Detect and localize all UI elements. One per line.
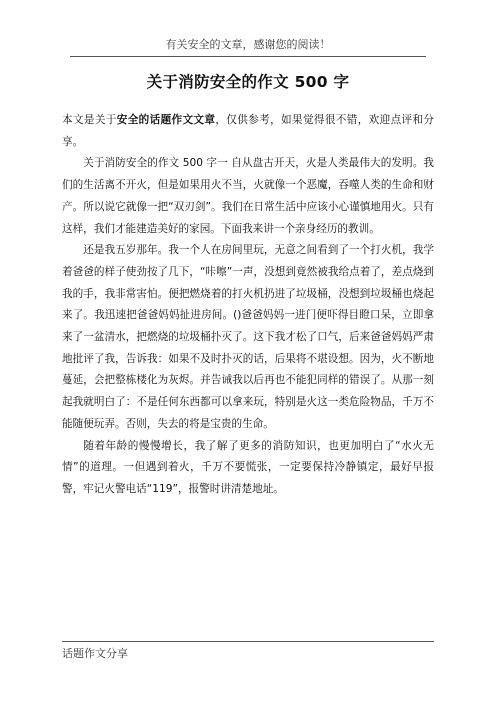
header-divider	[70, 56, 426, 57]
document-body	[62, 110, 434, 501]
page-header: 有关安全的文章，感谢您的阅读！	[165, 38, 331, 51]
document-title: 关于消防安全的作文 500 字	[146, 73, 350, 91]
page-footer: 话题作文分享	[62, 647, 128, 660]
footer-divider	[62, 641, 434, 642]
body-paragraph-2: 还是我五岁那年。我一个人在房间里玩，无意之间看到了一个打火机，我学着爸爸的样子使劲按了几下，“咔嚓”一声，没想到竟然被我给点着了，差点烧到我的手，我非常害怕。便把燃烧着的打火机扔进了垃圾桶，没想到垃圾桶也烧起来了。我迅速把爸爸妈妈扯进房间。()爸爸妈妈一进门便吓得目瞪口呆，立即拿来了一盆清水，把燃烧的垃圾桶扑灭了。这下我才松了口气，后来爸爸妈妈严肃地批评了我，告诉我：如果不及时扑灭的话，后果将不堪设想。因为，火不断地蔓延，会把整栋楼化为灰烬。并告诫我以后再也不能犯同样的错误了。从那一刻起我就明白了：不是任何东西都可以拿来玩，特别是火这一类危险物品，千万不能随便玩弄。否则，失去的将是宝贵的生命。	[62, 244, 434, 430]
intro-text-end: ，仅供参考，如果觉得很不错，欢迎点评和分享。	[62, 114, 435, 148]
body-paragraph-1: 关于消防安全的作文 500 字一 自从盘古开天，火是人类最伟大的发明。我们的生活离不开火，但是如果用火不当，火就像一个恶魔，吞噬人类的生命和财产。所以说它就像一把“双刃剑”。我们在日常生活中应该小心谨慎地用火。只有这样，我们才能建造美好的家园。下面我来讲一个亲身经历的教训。	[62, 157, 434, 235]
body-paragraph-3: 随着年龄的慢慢增长，我了解了更多的消防知识，也更加明白了“水火无情”的道理。一但遇到着火，千万不要慌张，一定要保持冷静镇定，最好早报警，牢记火警电话“119”，报警时讲清楚地址。	[62, 439, 434, 495]
intro-text-start: 本文是关于	[62, 114, 117, 126]
intro-paragraph	[62, 110, 434, 153]
intro-bold-topic: 安全的话题作文文章	[116, 114, 216, 126]
